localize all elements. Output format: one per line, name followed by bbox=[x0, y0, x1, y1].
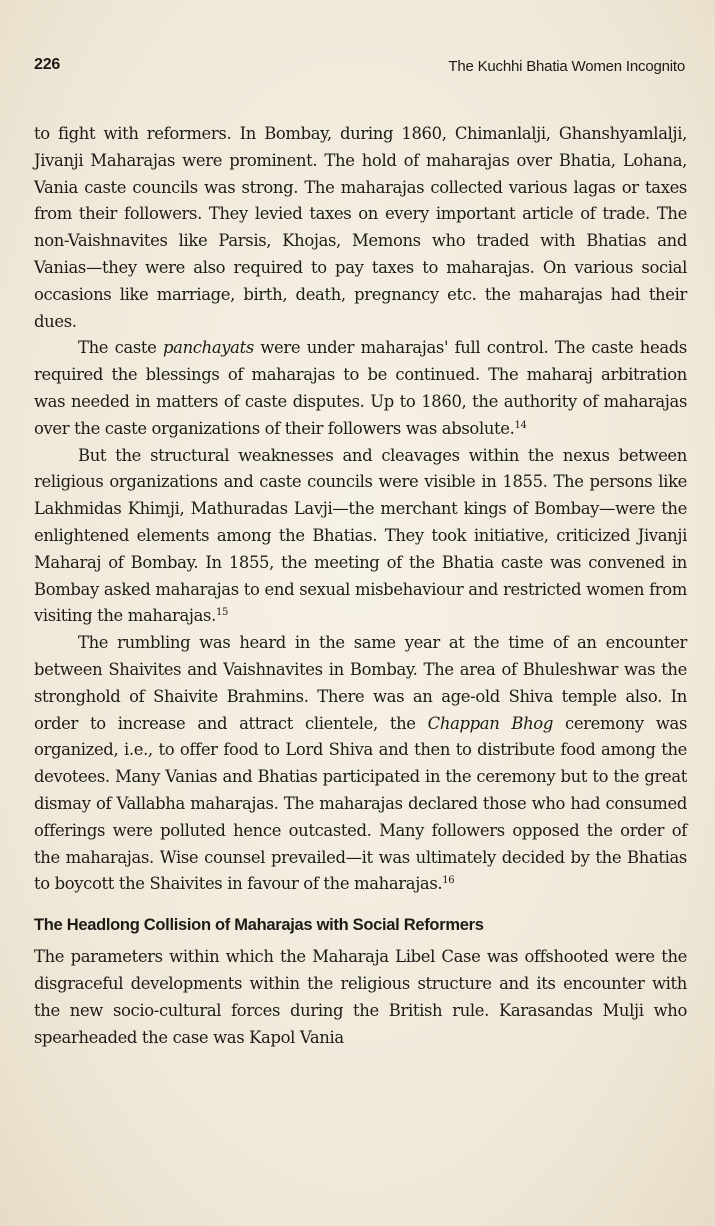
paragraph-5 bbox=[34, 944, 687, 1051]
paragraph-text: The parameters within which the Maharaja Libel Case was offshooted were the disgraceful developments within the religious structure and its encounter with the new socio-cultural forces during the British rule. Karasandas Mulji who spearheaded the case was Kapol Vania bbox=[34, 947, 687, 1047]
paragraph-3 bbox=[34, 443, 687, 631]
running-title: The Kuchhi Bhatia Women Incognito bbox=[448, 58, 685, 75]
footnote-marker: 15 bbox=[215, 607, 229, 619]
paragraph-text: ceremony was organized, i.e., to offer food to Lord Shiva and then to distribute food among the devotees. Many Vanias and Bhatias participated in the ceremony but to the great dismay of Vallabha maharajas. The maharajas declared those who had consumed offerings were polluted hence outcasted. Many followers opposed the order of the maharajas. Wise counsel prevailed—it was ultimately decided by the Bhatias to boycott the Shaivites in favour of the maharajas. bbox=[34, 713, 687, 894]
body-text bbox=[34, 121, 687, 1051]
paragraph-2 bbox=[34, 335, 687, 442]
section-heading: The Headlong Collision of Maharajas with Social Reformers bbox=[34, 916, 484, 935]
italic-term: Chappan Bhog bbox=[427, 713, 553, 733]
footnote-marker: 14 bbox=[514, 419, 527, 431]
paragraph-4 bbox=[34, 630, 687, 898]
footnote-marker: 16 bbox=[442, 875, 455, 887]
italic-term: panchayats bbox=[163, 338, 254, 358]
paragraph-text: But the structural weaknesses and cleavages within the nexus between religious organizations and caste councils were visible in 1855. The persons like Lakhmidas Khimji, Mathuradas Lavji—the merchant kings of Bombay—were the enlightened elements among the Bhatias. They took initiative, criticized Jivanji Maharaj of Bombay. In 1855, the meeting of the Bhatia caste was convened in Bombay asked maharajas to end sexual misbehaviour and restricted women from visiting the maharajas. bbox=[34, 445, 687, 626]
paragraph-1 bbox=[34, 121, 687, 335]
paragraph-text: were under maharajas' full control. The caste heads required the blessings of maharajas to be continued. The maharaj arbitration was needed in matters of caste disputes. Up to 1860, the authority of maharajas over the caste organizations of their followers was absolute. bbox=[34, 338, 687, 438]
paragraph-text-pre: The rumbling was heard in the same year at the time of an encounter between Shaivites and Vaishnavites in Bombay. The area of Bhuleshwar was the stronghold of Shaivite Brahmins. There was an age-old Shiva temple also. In order to increase and attract clientele, the bbox=[34, 633, 687, 733]
paragraph-text-pre: The caste bbox=[78, 338, 164, 358]
paragraph-text: to fight with reformers. In Bombay, during 1860, Chimanlalji, Ghanshyamlalji, Jivanji Maharajas were prominent. The hold of maharajas over Bhatia, Lohana, Vania caste councils was strong. The maharajas collected various lagas or taxes from their followers. They levied taxes on every important article of trade. The non-Vaishnavites like Parsis, Khojas, Memons who traded with Bhatias and Vanias—they were also required to pay taxes to maharajas. On various social occasions like marriage, birth, death, pregnancy etc. the maharajas had their dues. bbox=[34, 124, 687, 331]
page-number: 226 bbox=[34, 56, 61, 73]
